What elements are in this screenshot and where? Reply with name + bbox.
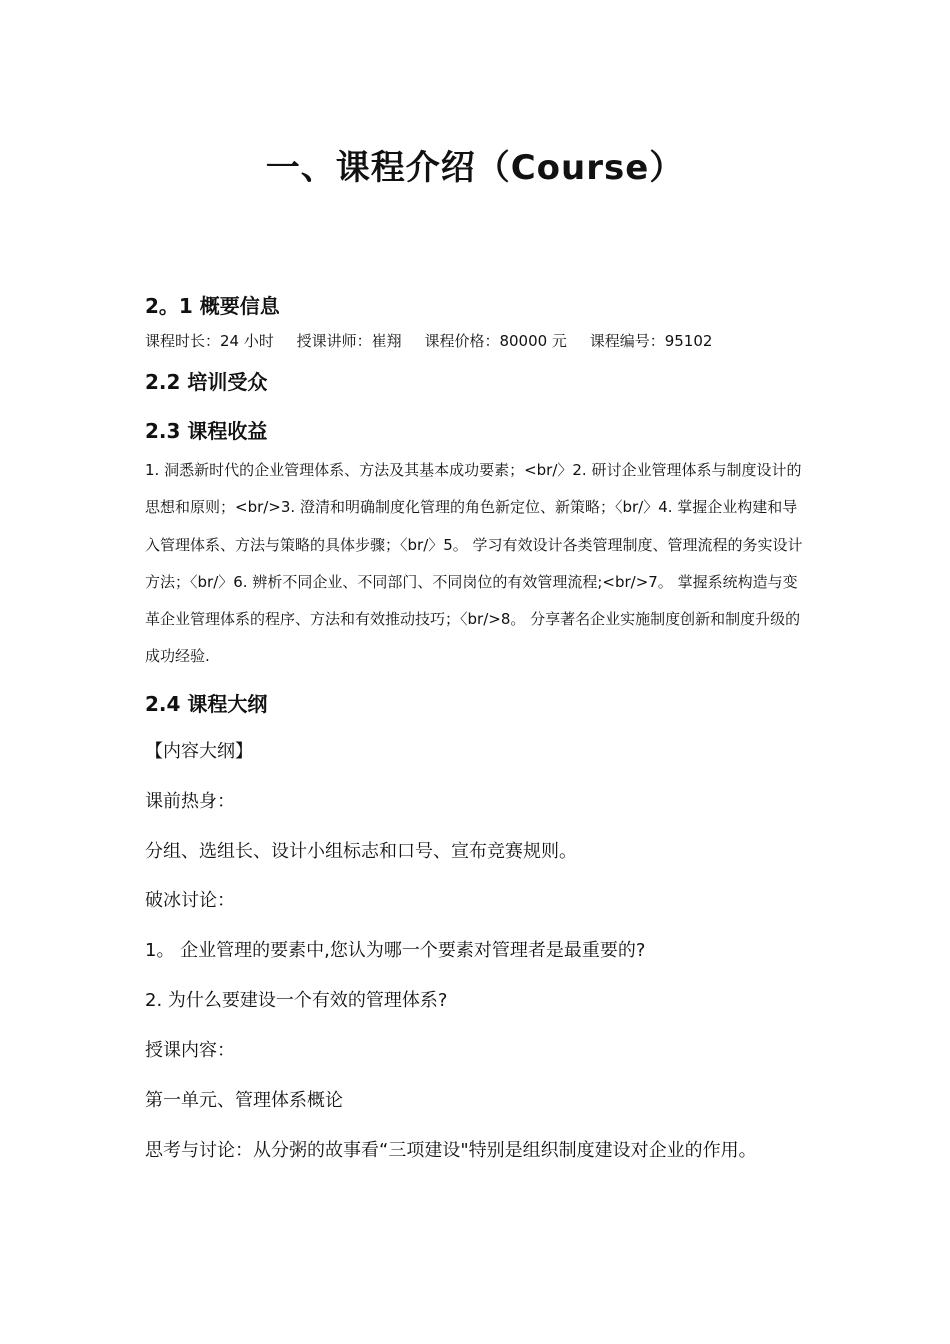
course-code: 课程编号：95102 — [589, 332, 713, 350]
course-price: 课程价格：80000 元 — [424, 332, 567, 350]
course-duration: 课程时长：24 小时 — [145, 332, 274, 350]
overview-info — [145, 330, 730, 351]
outline-line: 1。 企业管理的要素中,您认为哪一个要素对管理者是最重要的? — [145, 940, 646, 961]
course-lecturer: 授课讲师：崔翔 — [296, 332, 402, 350]
outline-line: 思考与讨论：从分粥的故事看“三项建设"特别是组织制度建设对企业的作用。 — [145, 1140, 757, 1161]
outline-line: 课前热身： — [145, 791, 235, 812]
benefits-heading: 2.3 课程收益 — [145, 419, 268, 443]
page-title: 一、课程介绍（Course） — [265, 148, 685, 188]
outline-line: 第一单元、管理体系概论 — [145, 1090, 343, 1111]
outline-line: 破冰讨论： — [145, 890, 235, 911]
outline-heading: 2.4 课程大纲 — [145, 692, 268, 716]
overview-heading: 2。1 概要信息 — [145, 294, 280, 318]
outline-line: 分组、选组长、设计小组标志和口号、宣布竞赛规则。 — [145, 841, 577, 862]
outline-line: 【内容大纲】 — [145, 741, 253, 762]
outline-line: 2. 为什么要建设一个有效的管理体系? — [145, 990, 448, 1011]
benefits-text: 1. 洞悉新时代的企业管理体系、方法及其基本成功要素；<br/〉2. 研讨企业管理体系与制度设计的思想和原则；<br/>3. 澄清和明确制度化管理的角色新定位、新策略；〈br/〉4. 掌握企业构建和导入管理体系、方法与策略的具体步骤；〈br/〉5。 学习有效设计各类管理制度、管理流程的务实设计方法；〈br/〉6. 辨析不同企业、不同部门、不同岗位的有效管理流程;<br/>7。 掌握系统构造与变革企业管理体系的程序、方法和有效推动技巧；〈br/>8。 分享著名企业实施制度创新和制度升级的成功经验. — [145, 461, 803, 666]
outline-line: 授课内容： — [145, 1040, 235, 1061]
audience-heading: 2.2 培训受众 — [145, 370, 268, 394]
